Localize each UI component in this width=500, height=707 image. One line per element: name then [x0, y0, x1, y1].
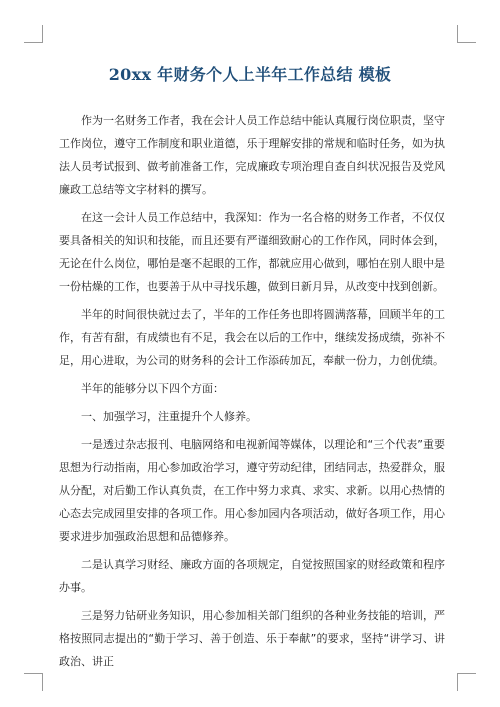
crop-mark-bottom-right [457, 673, 458, 691]
crop-mark-top-left [24, 42, 42, 43]
paragraph: 作为一名财务工作者，我在会计人员工作总结中能认真履行岗位职责，坚守工作岗位，遵守工作制度和职业道德，乐于理解安排的常规和临时任务，如为执法人员考试报到、做考前准备工作，完成廉政专项治理自查自纠状况报告及党风廉政工总结等文字材料的撰写。 [59, 114, 445, 196]
section-heading: 一、加强学习，注重提升个人修养。 [81, 410, 257, 423]
crop-mark-bottom-right [458, 673, 476, 674]
crop-mark-bottom-left [24, 673, 42, 674]
crop-mark-top-right [458, 42, 476, 43]
document-body [59, 109, 445, 678]
crop-mark-top-right [457, 25, 458, 43]
crop-mark-bottom-left [42, 673, 43, 691]
paragraph: 二是认真学习财经、廉政方面的各项规定，自觉按照国家的财经政策和程序办事。 [59, 558, 445, 594]
paragraph: 一是透过杂志报刊、电脑网络和电视新闻等媒体，以理论和“三个代表”重要思想为行动指南，用心参加政治学习，遵守劳动纪律，团结同志，热爱群众，服从分配，对后勤工作认真负责，在工作中努力求真、求实、求新。以用心热情的心态去完成园里安排的各项工作。用心参加园内各项活动，做好各项工作，用心要求进步加强政治思想和品德修养。 [59, 438, 445, 543]
paragraph: 半年的时间很快就过去了，半年的工作任务也即将圆满落幕，回顾半年的工作，有苦有甜，有成绩也有不足，我会在以后的工作中，继续发扬成绩，弥补不足，用心进取，为公司的财务科的会计工作添砖加瓦，奉献一份力，力创优绩。 [59, 308, 445, 367]
crop-mark-top-left [42, 25, 43, 43]
paragraph: 三是努力钻研业务知识，用心参加相关部门组织的各种业务技能的培训，严格按照同志提出的“勤于学习、善于创造、乐于奉献”的要求，坚持“讲学习、讲政治、讲正 [59, 609, 445, 668]
paragraph: 在这一会计人员工作总结中，我深知：作为一名合格的财务工作者，不仅仅要具备相关的知识和技能，而且还要有严谨细致耐心的工作作风，同时体会到，无论在什么岗位，哪怕是毫不起眼的工作，都就应用心做到，哪怕在别人眼中是一份枯燥的工作，也要善于从中寻找乐趣，做到日新月异，从改变中找到创新。 [59, 211, 445, 293]
document-title: 20xx 年财务个人上半年工作总结 模板 [108, 65, 392, 84]
paragraph: 半年的能够分以下四个方面： [81, 382, 224, 395]
